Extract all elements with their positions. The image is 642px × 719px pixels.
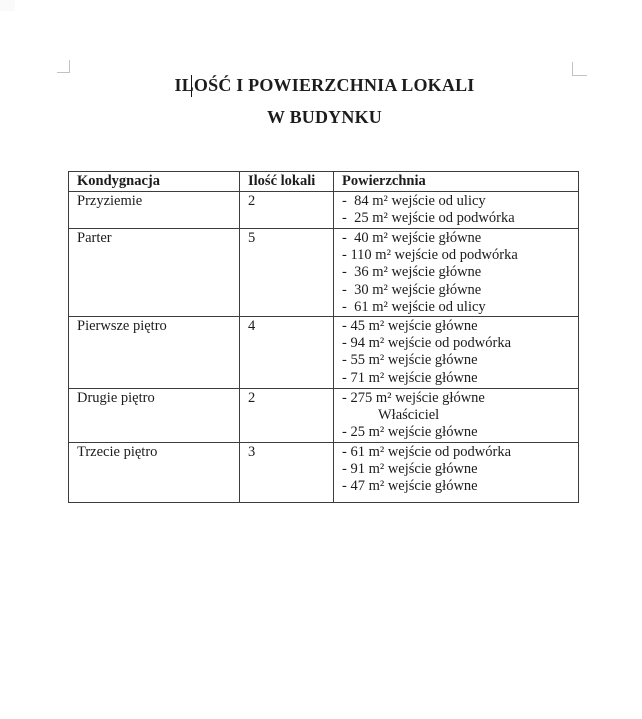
- powierzchnia-line[interactable]: - 25 m² wejście główne: [342, 424, 478, 441]
- cell-ilosc-lokali[interactable]: 2: [240, 192, 334, 229]
- cell-powierzchnia[interactable]: [334, 192, 579, 229]
- column-header-powierzchnia[interactable]: Powierzchnia: [334, 172, 579, 192]
- table-row: [69, 389, 579, 443]
- powierzchnia-line[interactable]: Właściciel: [378, 407, 440, 424]
- column-header-kondygnacja[interactable]: Kondygnacja: [69, 172, 240, 192]
- powierzchnia-line[interactable]: - 71 m² wejście główne: [342, 369, 478, 386]
- cell-kondygnacja[interactable]: Przyziemie: [69, 192, 240, 229]
- powierzchnia-line[interactable]: - 110 m² wejście od podwórka: [342, 247, 518, 264]
- cell-kondygnacja[interactable]: Drugie piętro: [69, 389, 240, 443]
- cell-powierzchnia[interactable]: [334, 389, 579, 443]
- table-header-row: [69, 172, 579, 192]
- powierzchnia-line[interactable]: - 45 m² wejście główne: [342, 318, 478, 335]
- table-row: [69, 192, 579, 229]
- document-title[interactable]: ILOŚĆ I POWIERZCHNIA LOKALI: [174, 75, 475, 95]
- cell-ilosc-lokali[interactable]: 2: [240, 389, 334, 443]
- table-body: [69, 192, 579, 503]
- text-boundary-mark-left: [57, 60, 70, 73]
- cell-kondygnacja[interactable]: Parter: [69, 229, 240, 317]
- cell-kondygnacja[interactable]: Trzecie piętro: [69, 442, 240, 502]
- document-subtitle[interactable]: W BUDYNKU: [267, 107, 382, 127]
- table-row: [69, 442, 579, 502]
- powierzchnia-line[interactable]: - 94 m² wejście od podwórka: [342, 335, 512, 352]
- column-header-ilosc-lokali[interactable]: Ilość lokali: [240, 172, 334, 192]
- lokale-table: [68, 171, 579, 503]
- powierzchnia-line[interactable]: - 61 m² wejście od ulicy: [342, 298, 486, 315]
- cell-ilosc-lokali[interactable]: 4: [240, 317, 334, 389]
- powierzchnia-line[interactable]: - 55 m² wejście główne: [342, 352, 478, 369]
- cell-powierzchnia[interactable]: [334, 442, 579, 502]
- powierzchnia-line[interactable]: - 91 m² wejście główne: [342, 460, 478, 477]
- powierzchnia-line[interactable]: - 36 m² wejście główne: [342, 264, 482, 281]
- powierzchnia-line[interactable]: - 61 m² wejście od podwórka: [342, 443, 512, 460]
- cell-powierzchnia[interactable]: [334, 229, 579, 317]
- table-row: [69, 229, 579, 317]
- powierzchnia-line[interactable]: - 275 m² wejście główne: [342, 390, 485, 407]
- powierzchnia-line[interactable]: - 25 m² wejście od podwórka: [342, 210, 515, 227]
- cell-kondygnacja[interactable]: Pierwsze piętro: [69, 317, 240, 389]
- cell-ilosc-lokali[interactable]: 5: [240, 229, 334, 317]
- powierzchnia-line[interactable]: - 30 m² wejście główne: [342, 281, 482, 298]
- powierzchnia-line[interactable]: - 84 m² wejście od ulicy: [342, 193, 486, 209]
- cell-powierzchnia[interactable]: [334, 317, 579, 389]
- cell-ilosc-lokali[interactable]: 3: [240, 442, 334, 502]
- table-row: [69, 317, 579, 389]
- page-corner-artifact: [0, 0, 15, 11]
- powierzchnia-line[interactable]: - 40 m² wejście główne: [342, 230, 482, 246]
- powierzchnia-line[interactable]: - 47 m² wejście główne: [342, 478, 478, 495]
